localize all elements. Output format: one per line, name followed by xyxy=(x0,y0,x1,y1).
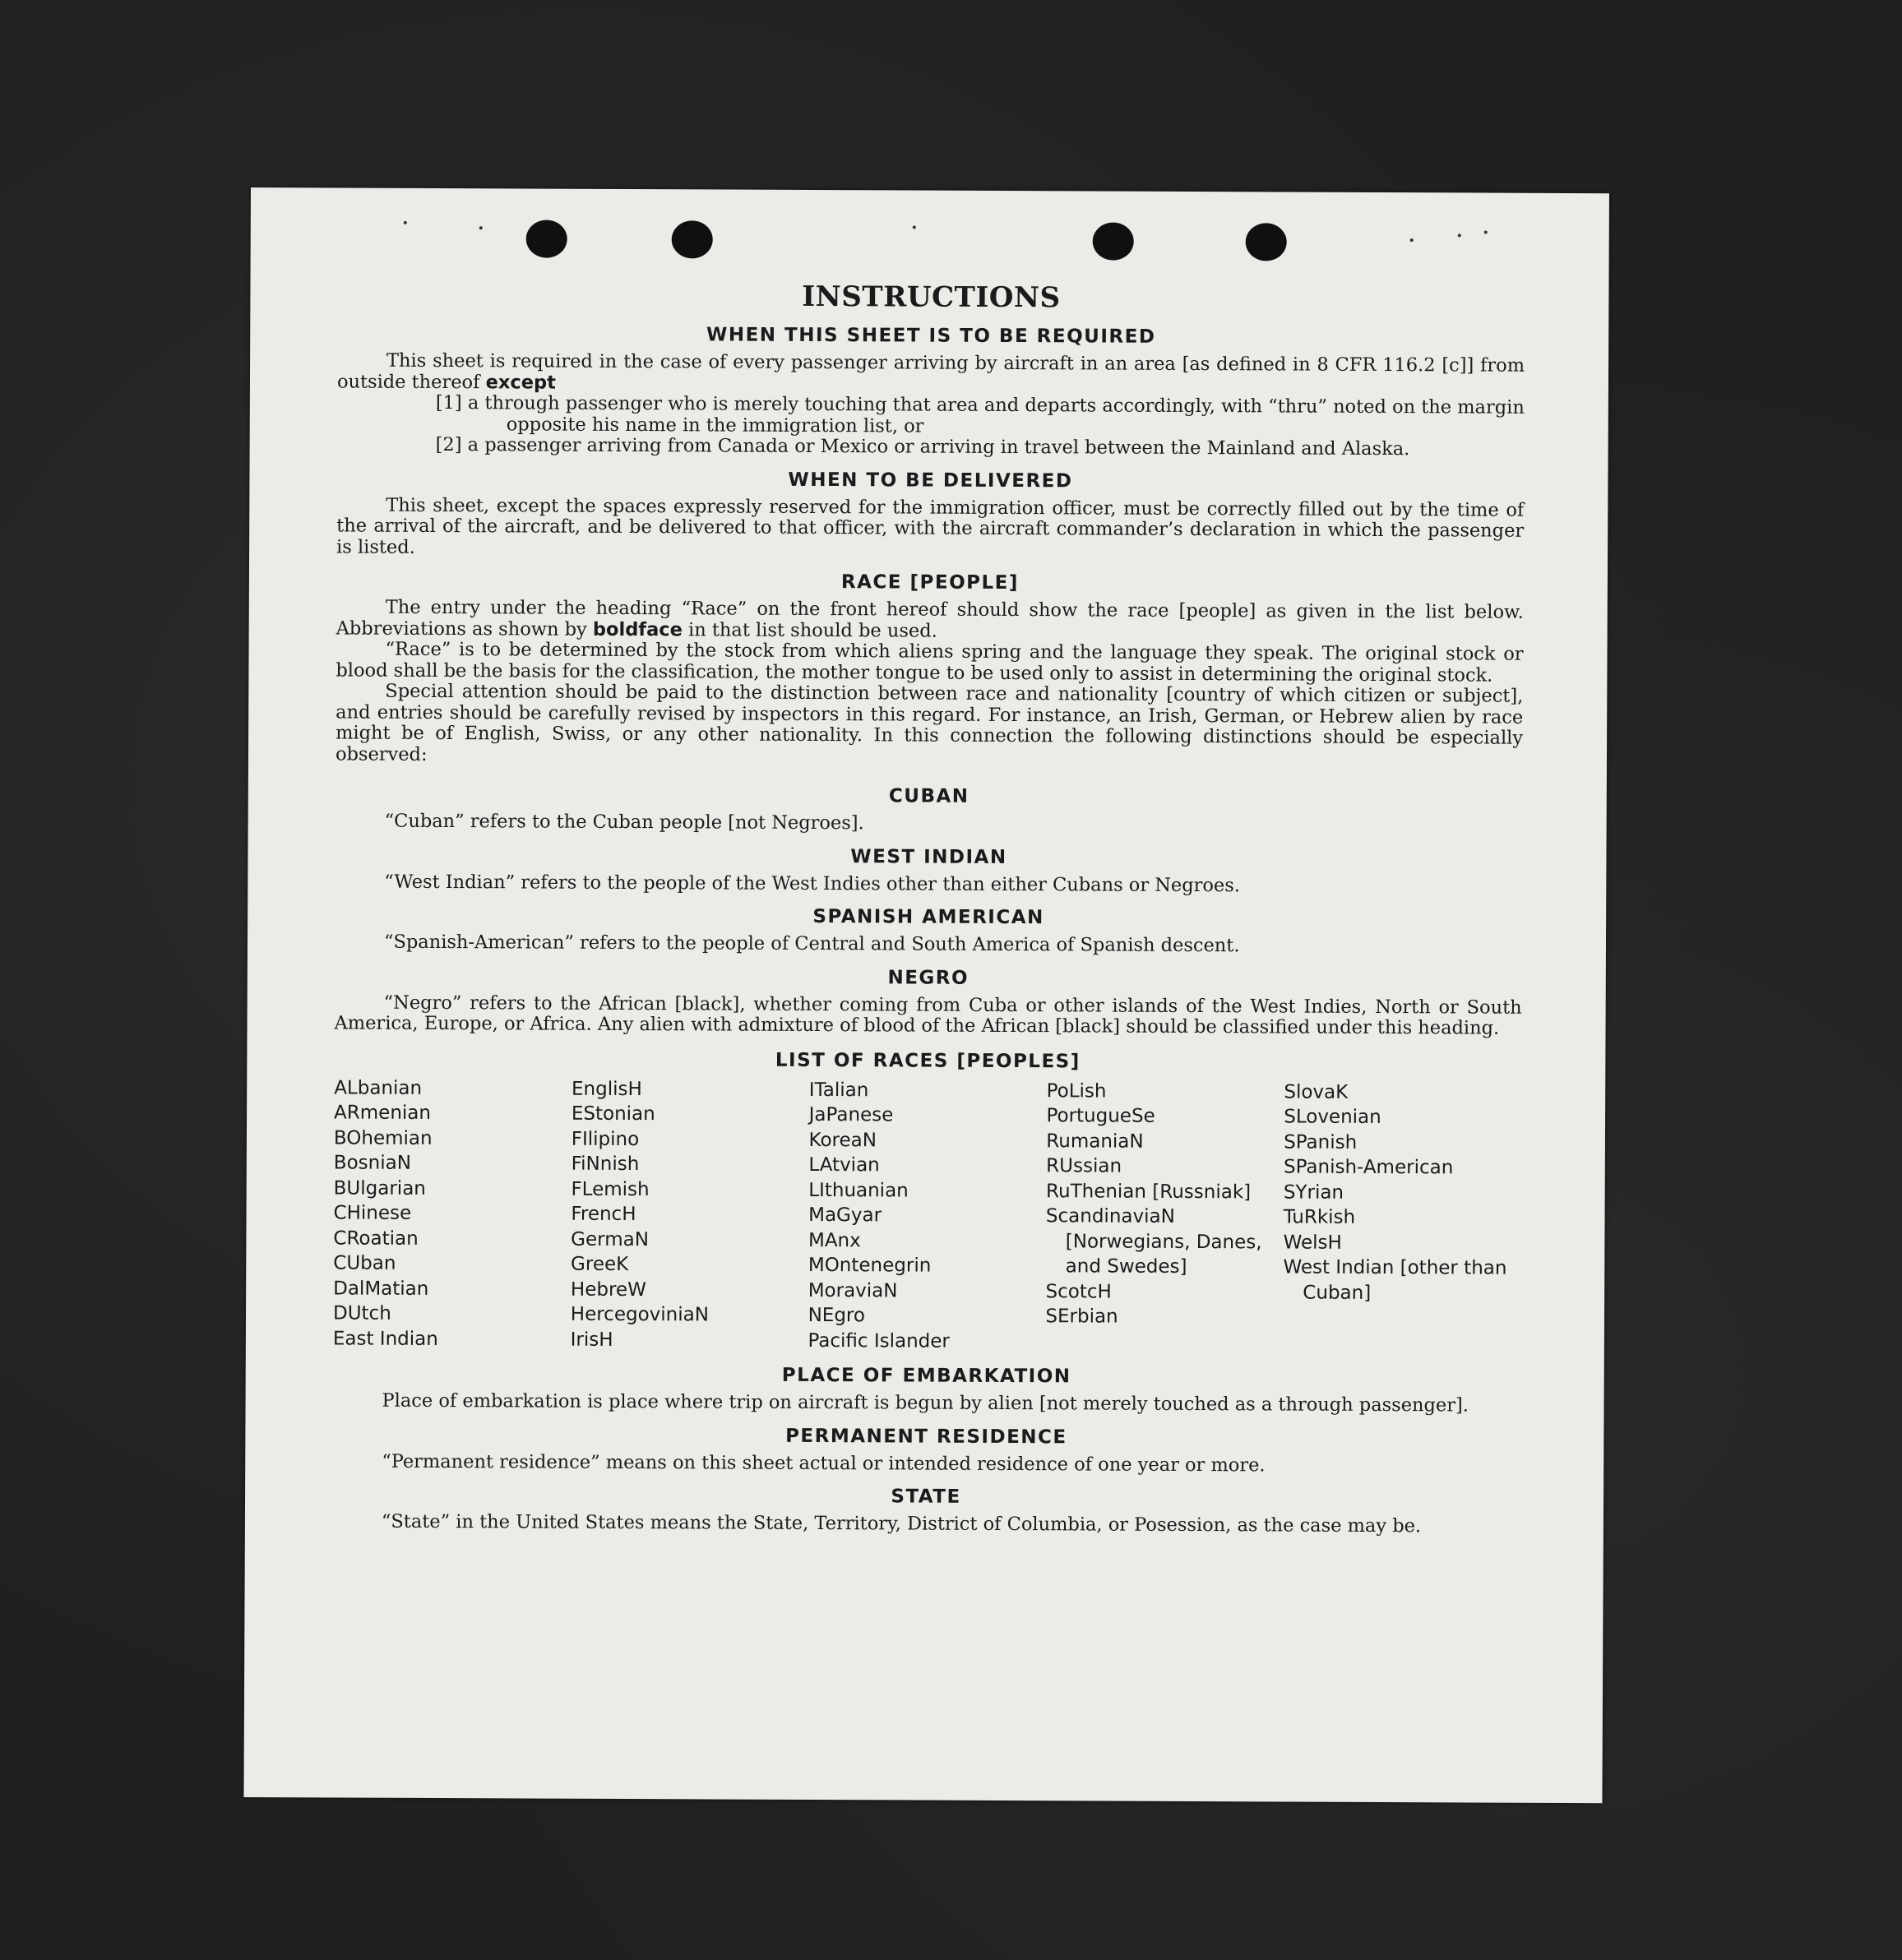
race-item: PortugueSe xyxy=(1046,1105,1155,1127)
race-item: RUssian xyxy=(1046,1155,1122,1177)
race-column xyxy=(333,1075,572,1352)
heading-state: STATE xyxy=(891,1486,961,1508)
delivered-text: This sheet, except the spaces expressly reserved for the immigration officer, must be correctly filled out by the time of the arrival of the aircraft, and be delivered to that officer, with the aircraft commander’s declaration in which the passenger is listed. xyxy=(336,494,1525,558)
speck xyxy=(479,226,483,229)
race-column xyxy=(1045,1079,1284,1356)
race-item: LAtvian xyxy=(808,1153,880,1176)
heading-embarkation: PLACE OF EMBARKATION xyxy=(781,1364,1071,1388)
race-item: MaGyar xyxy=(808,1204,882,1227)
binder-hole xyxy=(672,220,713,258)
race-item: SPanish-American xyxy=(1283,1156,1454,1179)
speck xyxy=(913,226,916,229)
race-item: ALbanian xyxy=(334,1076,423,1099)
race-item: Pacific Islander xyxy=(808,1329,950,1352)
binder-hole xyxy=(526,220,567,257)
heading-west-indian: WEST INDIAN xyxy=(850,845,1007,868)
race-item: FLemish xyxy=(571,1178,650,1200)
race-item: CRoatian xyxy=(333,1227,419,1250)
race-item: RuThenian [Russniak] xyxy=(1046,1180,1252,1203)
race-item: GreeK xyxy=(571,1253,629,1276)
binder-hole xyxy=(1093,222,1134,260)
except-word: except xyxy=(485,371,556,394)
document-title: INSTRUCTIONS xyxy=(802,280,1061,315)
speck xyxy=(1410,238,1414,242)
race-item: NEgro xyxy=(808,1304,866,1327)
residence-text: “Permanent residence” means on this sheet actual or intended residence of one year or more. xyxy=(382,1450,1266,1476)
race-item: SErbian xyxy=(1045,1306,1118,1328)
race-item: ITalian xyxy=(808,1079,869,1101)
required-item-1: [1] a through passenger who is merely touching that area and departs accordingly, with “thru” noted on the margin opposite his name in the immigration list, or xyxy=(435,391,1525,437)
heading-negro: NEGRO xyxy=(887,966,970,989)
heading-cuban: CUBAN xyxy=(888,785,970,807)
heading-permanent-residence: PERMANENT RESIDENCE xyxy=(785,1425,1067,1448)
spanish-american-text: “Spanish-American” refers to the people of Central and South America of Spanish descent. xyxy=(383,931,1240,957)
required-item-2: [2] a passenger arriving from Canada or Mexico or arriving in travel between the Mainland and Alaska. xyxy=(435,433,1410,460)
race-item: ScandinaviaN [Norwegians, Danes, and Swedes] xyxy=(1045,1205,1262,1278)
race-item: DUtch xyxy=(332,1302,391,1324)
race-item: ScotcH xyxy=(1045,1280,1112,1303)
race-paragraph-3: Special attention should be paid to the distinction between race and nationality [country of which citizen or subject], and entries should be carefully revised by inspectors in this regard. For instance, an Irish, German, or Hebrew alien by race might be of English, Swiss, or any other nationality. In this connection the following distinctions should be especially observed: xyxy=(335,680,1524,765)
race-paragraph-2: “Race” is to be determined by the stock from which aliens spring and the language they speak. The original stock or blood shall be the basis for the classification, the mother tongue to be used only to assist in determining the original stock. xyxy=(336,638,1524,686)
heading-required: WHEN THIS SHEET IS TO BE REQUIRED xyxy=(706,324,1156,348)
state-text: “State” in the United States means the State, Territory, District of Columbia, or Posession, as the case may be. xyxy=(381,1510,1422,1537)
heading-race: RACE [PEOPLE] xyxy=(840,571,1019,594)
race-item: HebreW xyxy=(570,1278,646,1301)
race-item: RumaniaN xyxy=(1046,1130,1144,1153)
race-paragraph-1: The entry under the heading “Race” on the front hereof should show the race [people] as given in the list below. Abbreviations as shown by boldface in that list should be used. xyxy=(336,596,1524,642)
race-item: CUban xyxy=(333,1252,396,1274)
document-body xyxy=(332,278,1525,1537)
embarkation-text: Place of embarkation is place where trip on aircraft is begun by alien [not merely touched as a through passenger]. xyxy=(382,1389,1469,1417)
race-item: BosniaN xyxy=(333,1152,411,1174)
race-item: FIlipino xyxy=(571,1128,640,1150)
race-item: MoraviaN xyxy=(808,1279,898,1301)
boldface-word: boldface xyxy=(592,618,683,640)
race-item: EStonian xyxy=(571,1102,655,1126)
binder-hole xyxy=(1246,223,1287,261)
race-item: WelsH xyxy=(1283,1231,1342,1254)
race-item: East Indian xyxy=(332,1327,438,1350)
speck xyxy=(404,221,407,224)
race-column xyxy=(1283,1079,1521,1357)
race-item: FiNnish xyxy=(571,1153,640,1176)
race-item: KoreaN xyxy=(808,1129,877,1151)
race-item: SlovaK xyxy=(1284,1080,1349,1103)
speck xyxy=(1458,233,1461,237)
race-column xyxy=(571,1076,809,1353)
speck xyxy=(1484,231,1488,234)
heading-list-of-races: LIST OF RACES [PEOPLES] xyxy=(775,1049,1081,1072)
race-item: BOhemian xyxy=(333,1126,433,1149)
heading-spanish-american: SPANISH AMERICAN xyxy=(812,905,1044,929)
race-column xyxy=(808,1077,1046,1354)
required-intro: This sheet is required in the case of every passenger arriving by aircraft in an area [as defined in 8 CFR 116.2 [c]] from outside thereof except xyxy=(336,349,1525,394)
race-item: MAnx xyxy=(808,1229,861,1251)
race-item: CHinese xyxy=(333,1202,412,1224)
race-item: West Indian [other than Cuban] xyxy=(1283,1256,1507,1304)
race-item: MOntenegrin xyxy=(808,1254,932,1277)
west-indian-text: “West Indian” refers to the people of the West Indies other than either Cubans or Negroes. xyxy=(384,871,1241,896)
document-page xyxy=(243,187,1609,1803)
heading-delivered: WHEN TO BE DELIVERED xyxy=(788,469,1073,492)
race-item: HercegoviniaN xyxy=(570,1303,710,1326)
race-item: SPanish xyxy=(1284,1130,1358,1153)
race-item: BUlgarian xyxy=(333,1176,426,1200)
race-item: DalMatian xyxy=(333,1277,429,1300)
race-item: ARmenian xyxy=(334,1102,432,1124)
race-list xyxy=(333,1075,1521,1357)
negro-text: “Negro” refers to the African [black], whether coming from Cuba or other islands of the West Indies, North or South America, Europe, or Africa. Any alien with admixture of blood of the African [black] should be classified under this heading. xyxy=(334,992,1522,1039)
race-item: JaPanese xyxy=(808,1103,894,1126)
cuban-text: “Cuban” refers to the Cuban people [not Negroes]. xyxy=(384,810,864,834)
race-item: IrisH xyxy=(570,1329,613,1351)
race-item: SLovenian xyxy=(1284,1106,1381,1129)
race-item: GermaN xyxy=(571,1228,650,1250)
race-item: EnglisH xyxy=(571,1078,642,1100)
race-item: FrencH xyxy=(571,1203,636,1226)
race-item: PoLish xyxy=(1046,1079,1107,1102)
race-item: LIthuanian xyxy=(808,1179,909,1202)
race-item: TuRkish xyxy=(1283,1206,1356,1228)
race-item: SYrian xyxy=(1283,1181,1344,1204)
